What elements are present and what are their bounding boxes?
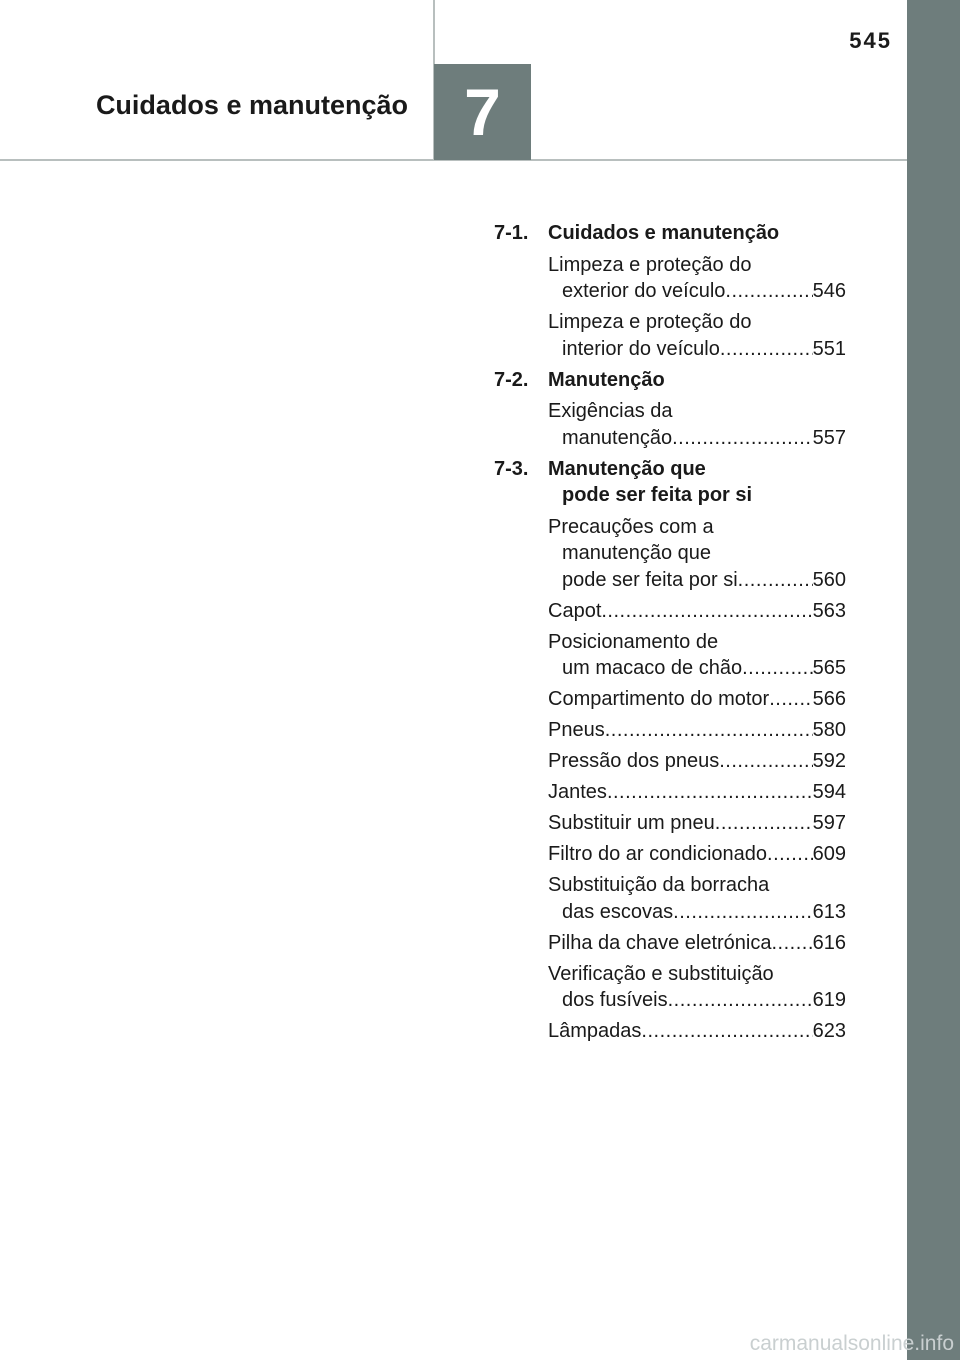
- toc-entry-page: 616: [812, 931, 846, 954]
- toc-section-title: [548, 456, 846, 514]
- toc-entry-page: 566: [812, 688, 846, 710]
- toc-leader-dots: [672, 425, 813, 452]
- toc-entry-line: Capot: [548, 599, 602, 622]
- toc-entry[interactable]: [548, 598, 846, 625]
- toc-entry-page: 563: [812, 599, 846, 622]
- chapter-title: Cuidados e manutenção: [95, 90, 408, 120]
- toc-entry-page: 592: [812, 750, 846, 772]
- toc-entry-line: Substituir um pneu: [548, 812, 715, 834]
- toc-entry-line: Compartimento do motor: [548, 688, 770, 710]
- toc-entry-line: Pilha da chave eletrónica: [548, 931, 772, 954]
- toc-entry-line: Posicionamento de: [548, 630, 719, 653]
- toc-entry-page: 623: [812, 1020, 846, 1042]
- toc-entry-page: 594: [812, 781, 846, 803]
- toc-entry-line: um macaco de chão: [562, 657, 743, 679]
- toc-section-number: 7-2.: [494, 368, 529, 391]
- toc-section-title: [548, 220, 846, 252]
- chapter-number: 7: [464, 75, 501, 149]
- chapter-number-box: [434, 64, 531, 160]
- toc-section-number: 7-3.: [494, 457, 529, 480]
- toc-section-number: 7-1.: [494, 222, 529, 244]
- toc-entry[interactable]: [548, 629, 846, 682]
- toc-entry-line: Pressão dos pneus: [548, 750, 720, 772]
- toc-leader-dots: [767, 841, 813, 868]
- toc-entry-line: Filtro do ar condicionado: [548, 843, 768, 865]
- toc-entry[interactable]: [548, 930, 846, 957]
- toc-entry[interactable]: [548, 252, 846, 305]
- toc-entry-line: Precauções com a: [548, 515, 714, 538]
- toc-entry[interactable]: [548, 398, 846, 451]
- toc-entry-line: interior do veículo: [562, 337, 720, 360]
- toc-entry[interactable]: [548, 841, 846, 868]
- toc-entry[interactable]: [548, 961, 846, 1014]
- toc-leader-dots: [607, 779, 813, 806]
- toc-entry[interactable]: [548, 686, 846, 713]
- toc-entry-line: pode ser feita por si: [562, 568, 738, 591]
- watermark: carmanualsonline.info: [749, 1332, 954, 1355]
- toc-section: [494, 456, 846, 1045]
- toc-section-title: [548, 367, 846, 399]
- toc-leader-dots: [720, 336, 813, 363]
- toc-leader-dots: [715, 810, 813, 837]
- toc-section-title-line: Manutenção: [548, 368, 665, 391]
- toc-entry-line: Pneus: [548, 719, 605, 741]
- toc-entry[interactable]: [548, 810, 846, 837]
- toc-entry-page: 597: [812, 812, 846, 834]
- toc-leader-dots: [719, 748, 812, 775]
- toc-entry-line: Verificação e substituição: [548, 962, 774, 985]
- toc-section: [494, 367, 846, 452]
- toc-entry[interactable]: [548, 1018, 846, 1045]
- toc-entry[interactable]: [548, 717, 846, 744]
- toc-leader-dots: [605, 717, 813, 744]
- toc-leader-dots: [725, 278, 812, 305]
- toc-entry-page: 619: [812, 989, 846, 1011]
- toc-entry-line: Limpeza e proteção do: [548, 311, 752, 333]
- toc-leader-dots: [601, 598, 812, 625]
- toc-entry-line: Exigências da: [548, 400, 673, 422]
- toc-entry-line: dos fusíveis: [562, 989, 668, 1011]
- toc-entry-line: das escovas: [562, 900, 674, 923]
- toc-entry-page: 560: [812, 568, 846, 591]
- table-of-contents: [494, 220, 846, 1049]
- toc-leader-dots: [771, 930, 812, 957]
- toc-entry-page: 546: [812, 280, 846, 302]
- toc-entry-line: manutenção: [562, 426, 673, 449]
- toc-entry-line: Substituição da borracha: [548, 874, 770, 896]
- toc-leader-dots: [668, 987, 813, 1014]
- toc-entry[interactable]: [548, 872, 846, 925]
- toc-entry-line: manutenção que: [562, 542, 712, 564]
- toc-entry-line: Jantes: [548, 781, 607, 803]
- toc-leader-dots: [673, 899, 812, 926]
- toc-entry[interactable]: [548, 514, 846, 594]
- chapter-side-tab: [907, 0, 960, 1360]
- toc-leader-dots: [769, 686, 812, 713]
- toc-section: [494, 220, 846, 362]
- toc-entry-line: exterior do veículo: [562, 280, 726, 302]
- toc-section-title-line: Manutenção que: [548, 457, 706, 480]
- toc-leader-dots: [738, 567, 813, 594]
- toc-entry-page: 551: [812, 337, 846, 360]
- toc-leader-dots: [641, 1018, 812, 1045]
- toc-section-title-line: Cuidados e manutenção: [548, 222, 780, 244]
- toc-entry-page: 565: [812, 657, 846, 679]
- toc-entry[interactable]: [548, 309, 846, 362]
- toc-entry-page: 580: [812, 719, 846, 741]
- toc-entry[interactable]: [548, 779, 846, 806]
- toc-entry-line: Lâmpadas: [548, 1020, 642, 1042]
- toc-entry-line: Limpeza e proteção do: [548, 253, 752, 276]
- toc-entry-page: 557: [812, 426, 846, 449]
- toc-entry[interactable]: [548, 748, 846, 775]
- toc-section-title-line: pode ser feita por si: [562, 484, 753, 506]
- toc-entry-page: 609: [812, 843, 846, 865]
- page-number: 545: [849, 28, 892, 53]
- toc-entry-page: 613: [812, 900, 846, 923]
- toc-leader-dots: [742, 655, 813, 682]
